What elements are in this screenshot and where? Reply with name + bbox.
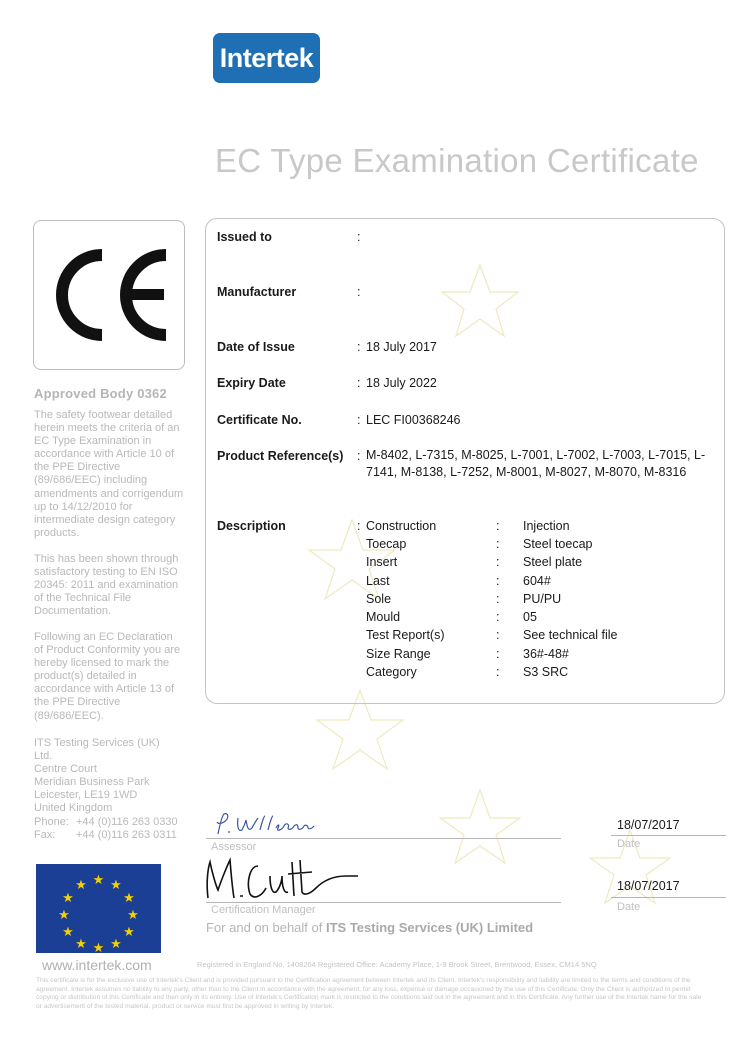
description-value: 36#-48#: [523, 647, 569, 661]
certificate-number-label: Certificate No.: [217, 413, 302, 427]
address-line: Centre Court: [34, 763, 97, 776]
svg-text:★: ★: [123, 924, 135, 939]
colon: :: [496, 647, 500, 661]
svg-text:★: ★: [110, 877, 122, 892]
approved-body: Approved Body 0362: [34, 386, 167, 401]
address-line: Meridian Business Park: [34, 776, 150, 789]
description-key: Test Report(s): [366, 628, 445, 642]
svg-text:★: ★: [123, 890, 135, 905]
ce-mark-box: [33, 220, 185, 370]
description-key: Size Range: [366, 647, 431, 661]
registration-info: Registered in England No. 1408264 Registered Office: Academy Place, 1-9 Brook Street, Brentwood, Essex, CM14 5NQ: [197, 960, 597, 969]
manager-signature: [200, 852, 370, 904]
product-reference-value: M-8402, L-7315, M-8025, L-7001, L-7002, L-7003, L-7015, L-7141, M-8138, L-7252, M-8001, M-8027, M-8070, M-8316: [366, 448, 706, 479]
description-key: Insert: [366, 555, 398, 569]
date-label: Date: [617, 838, 641, 850]
description-value: 05: [523, 610, 537, 624]
manager-date: 18/07/2017: [617, 879, 680, 893]
colon: :: [357, 413, 361, 427]
colon: :: [496, 628, 500, 642]
description-value: Steel toecap: [523, 537, 593, 551]
svg-text:★: ★: [62, 890, 74, 905]
colon: :: [496, 610, 500, 624]
phone-number: +44 (0)116 263 0330: [76, 815, 178, 828]
colon: :: [496, 519, 500, 533]
colon: :: [496, 665, 500, 679]
expiry-date-value: 18 July 2022: [366, 376, 437, 390]
svg-text:★: ★: [92, 872, 105, 887]
left-paragraph-license: Following an EC Declaration of Product Conformity you are hereby licensed to mark the product(s) detailed in accordance with Article 13 of the PPE Directive (89/686/EEC).: [34, 631, 181, 722]
colon: :: [496, 537, 500, 551]
description-label: Description: [217, 519, 286, 533]
issued-to-label: Issued to: [217, 230, 272, 244]
behalf-company: ITS Testing Services (UK) Limited: [325, 920, 534, 935]
certification-manager-label: Certification Manager: [211, 904, 316, 916]
svg-text:★: ★: [58, 907, 70, 922]
intertek-logo: Intertek: [213, 33, 320, 83]
svg-text:★: ★: [62, 924, 74, 939]
description-value: S3 SRC: [523, 665, 569, 679]
description-key: Mould: [366, 610, 401, 624]
manager-date-line: [611, 897, 726, 898]
company-address: [34, 737, 194, 842]
description-key: Category: [366, 665, 417, 679]
svg-text:★: ★: [75, 936, 87, 951]
date-label: Date: [617, 901, 641, 913]
manufacturer-label: Manufacturer: [217, 285, 297, 299]
description-value: PU/PU: [523, 592, 562, 606]
left-paragraph-testing: This has been shown through satisfactory testing to EN ISO 20345: 2011 and examination of the Technical File Documentation.: [34, 553, 179, 618]
product-reference-label: Product Reference(s): [217, 449, 344, 463]
expiry-date-label: Expiry Date: [217, 376, 286, 390]
colon: :: [357, 519, 361, 533]
description-key: Sole: [366, 592, 392, 606]
ce-mark-icon: [44, 245, 174, 345]
behalf-prefix: For and on behalf of: [206, 920, 323, 935]
date-of-issue-value: 18 July 2017: [366, 340, 437, 354]
svg-text:★: ★: [75, 877, 87, 892]
eu-flag-icon: [36, 864, 161, 953]
date-of-issue-label: Date of Issue: [217, 340, 295, 354]
assessor-label: Assessor: [211, 841, 257, 853]
manager-signature-line: [206, 902, 561, 903]
certificate-title: EC Type Examination Certificate: [215, 142, 699, 179]
assessor-date-line: [611, 835, 726, 836]
description-value: 604#: [523, 574, 551, 588]
on-behalf-statement: [206, 920, 533, 935]
svg-text:★: ★: [127, 907, 139, 922]
address-line: Ltd.: [34, 750, 53, 763]
description-value: Steel plate: [523, 555, 583, 569]
assessor-date: 18/07/2017: [617, 818, 680, 832]
description-key: Last: [366, 574, 390, 588]
description-key: Toecap: [366, 537, 407, 551]
legal-disclaimer: This certificate is for the exclusive use of Intertek's Client and is provided pursuant to the Certification agreement between Intertek and its Client. Intertek's responsibility and liability are limited to the terms and conditions of the agreement. Intertek assumes no liability to any party, other than to the Client in accordance with the agreement, for any loss, expense or damage occasioned by the use of this Certificate. Only the Client is authorized to permit copying or distribution of this Certificate and then only in its entirety. Use of Intertek's Certification mark is restricted to the conditions laid out in the agreement and in this Certificate. Any further use of the Intertek name for the sale or advertisement of the tested material, product or service must first be approved in writing by Intertek.: [36, 977, 702, 1011]
certificate-number-value: LEC FI00368246: [366, 413, 461, 427]
colon: :: [496, 592, 500, 606]
assessor-signature-line: [206, 838, 561, 839]
eu-stars-icon: [36, 864, 161, 953]
website-link[interactable]: www.intertek.com: [42, 957, 152, 973]
left-paragraph-criteria: The safety footwear detailed herein meets the criteria of an EC Type Examination in accordance with Article 10 of the PPE Directive (89/686/EEC) including amendments and corrigendum up to 14/12/2010 for intermediate design category products.: [34, 409, 184, 539]
colon: :: [357, 285, 361, 299]
svg-text:★: ★: [92, 940, 105, 953]
colon: :: [496, 574, 500, 588]
assessor-signature: [212, 810, 322, 840]
colon: :: [357, 230, 361, 244]
description-value: See technical file: [523, 628, 618, 642]
address-line: Leicester, LE19 1WD: [34, 789, 138, 802]
fax-number: +44 (0)116 263 0311: [76, 828, 177, 841]
phone-label: Phone:: [34, 815, 69, 828]
address-line: United Kingdom: [34, 802, 113, 815]
colon: :: [357, 340, 361, 354]
colon: :: [496, 555, 500, 569]
address-line: ITS Testing Services (UK): [34, 737, 160, 749]
colon: :: [357, 449, 361, 463]
colon: :: [357, 376, 361, 390]
svg-text:★: ★: [110, 936, 122, 951]
fax-label: Fax:: [34, 828, 56, 841]
description-value: Injection: [523, 519, 570, 533]
description-key: Construction: [366, 519, 437, 533]
